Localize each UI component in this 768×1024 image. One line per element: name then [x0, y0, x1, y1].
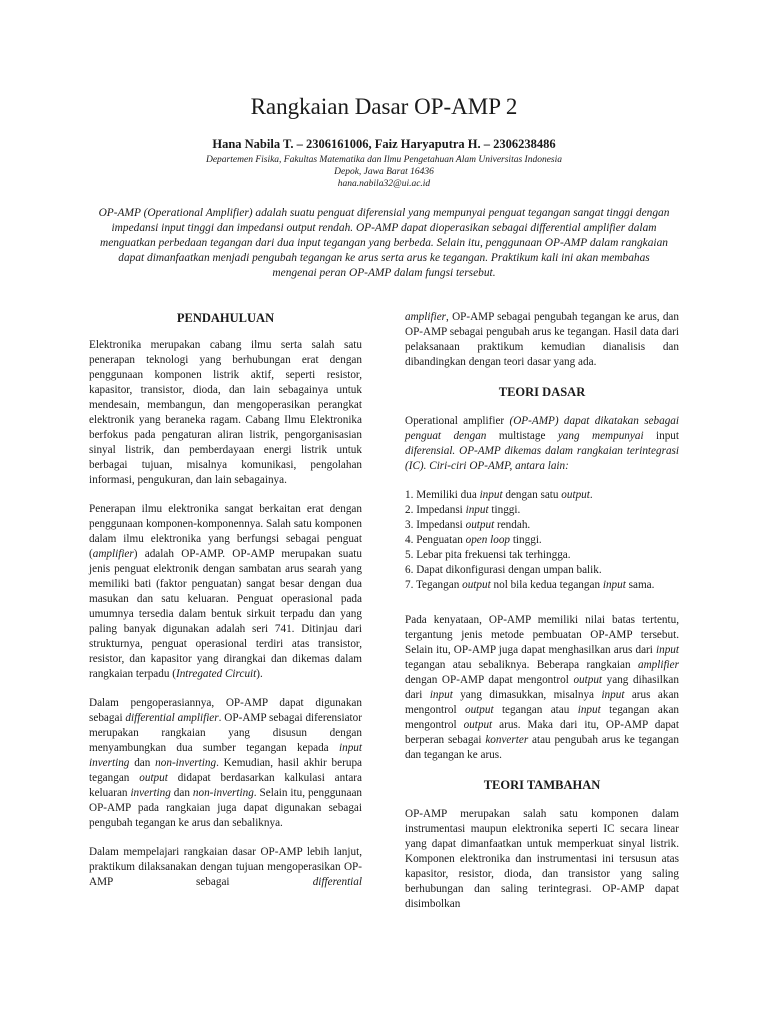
pendahuluan-paragraph-4-end: amplifier, OP-AMP sebagai pengubah tegangan ke arus, dan OP-AMP sebagai pengubah arus ke tegangan. Hasil data dari pelaksanaan praktikum kemudian dianalisis dan dibandingkan dengan teori dasar yang ada.	[405, 311, 679, 368]
left-column	[89, 310, 362, 904]
paper-title: Rangkaian Dasar OP-AMP 2	[250, 94, 518, 119]
teori-tambahan-paragraph-1: OP-AMP merupakan salah satu komponen dalam instrumentasi maupun elektronika seperti IC secara linear yang dapat dimanfaatkan untuk memperkuat sinyal listrik. Komponen elektronika dan instrumentasi ini tersusun atas kapasitor, resistor, dioda, dan transistor yang saling berhubungan dan saling terintegrasi. OP-AMP dapat disimbolkan	[405, 808, 679, 910]
section-heading-teori-dasar: TEORI DASAR	[498, 385, 586, 399]
pendahuluan-paragraph-2: Penerapan ilmu elektronika sangat berkaitan erat dengan penggunaan komponen-komponennya. Salah satu komponen dalam ilmu elektronika yang berfungsi sebagai penguat (amplifier) adalah OP-AMP. OP-AMP merupakan suatu jenis penguat elektronik dengan sambatan arus searah yang memiliki bati (faktor penguatan) sangat besar dengan dua masukan dan satu keluaran. Penguat operasional pada umumnya tersedia dalam bentuk sirkuit terpadu dan yang paling banyak digunakan adalah seri 741. Ditinjau dari strukturnya, penguat operasional terdiri atas transistor, resistor, dan kapasitor yang dirangkai dan dikemas dalam rangkaian terpadu (Intregated Circuit).	[89, 503, 362, 680]
teori-dasar-paragraph-1: Operational amplifier (OP-AMP) dapat dikatakan sebagai penguat dengan multistage yang mempunyai input diferensial. OP-AMP dikemas dalam rangkaian terintegrasi (IC). Ciri-ciri OP-AMP, antara lain:	[405, 415, 679, 472]
list-item: 7. Tegangan output nol bila kedua tegangan input sama.	[405, 579, 655, 591]
affiliation-address: Depok, Jawa Barat 16436	[334, 167, 434, 177]
list-item: 5. Lebar pita frekuensi tak terhingga.	[405, 549, 571, 561]
list-item: 4. Penguatan open loop tinggi.	[405, 534, 542, 546]
section-heading-pendahuluan: PENDAHULUAN	[176, 311, 275, 325]
paper-authors: Hana Nabila T. – 2306161006, Faiz Haryaputra H. – 2306238486	[212, 137, 556, 151]
list-item: 1. Memiliki dua input dengan satu output.	[405, 489, 593, 501]
teori-dasar-paragraph-2: Pada kenyataan, OP-AMP memiliki nilai batas tertentu, tergantung jenis metode pembuatan OP-AMP tersebut. Selain itu, OP-AMP juga dapat menghasilkan arus dari input tegangan atau sebaliknya. Beberapa rangkaian amplifier dengan OP-AMP dapat mengontrol output yang dihasilkan dari input yang dimasukkan, misalnya input arus akan mengontrol output tegangan atau input tegangan akan mengontrol output arus. Maka dari itu, OP-AMP dapat berperan sebagai konverter atau pengubah arus ke tegangan dan tegangan ke arus.	[405, 614, 680, 761]
affiliation-email: hana.nabila32@ui.ac.id	[337, 179, 431, 189]
right-column	[405, 310, 679, 926]
affiliation-department: Departemen Fisika, Fakultas Matematika dan Ilmu Pengetahuan Alam Universitas Indonesia	[205, 155, 562, 165]
op-amp-characteristics-list	[405, 488, 679, 593]
list-item: 3. Impedansi output rendah.	[405, 519, 531, 531]
pendahuluan-paragraph-1: Elektronika merupakan cabang ilmu serta salah satu penerapan teknologi yang berhubungan erat dengan penggunaan komponen listrik aktif, seperti resistor, kapasitor, transistor, dioda, dan lain sebagainya untuk mendesain, membangun, dan mengoperasikan perangkat elektronik yang beraneka ragam. Cabang Ilmu Elektronika berfokus pada pengaturan aliran listrik, pengorganisasian sinyal listrik, dan pemberdayaan energi listrik untuk berbagai tujuan, misalnya komunikasi, pengolahan informasi, pengukuran, dan lain sebagainya.	[89, 339, 362, 486]
section-heading-teori-tambahan: TEORI TAMBAHAN	[483, 778, 601, 792]
pendahuluan-paragraph-3: Dalam pengoperasiannya, OP-AMP dapat digunakan sebagai differential amplifier. OP-AMP sebagai diferensiator merupakan rangkaian yang disusun dengan menyambungkan dua sumber tegangan kepada input inverting dan non-inverting. Kemudian, hasil akhir berupa tegangan output didapat berdasarkan kalkulasi antara keluaran inverting dan non-inverting. Selain itu, penggunaan OP-AMP pada rangkaian juga dapat digunakan sebagai pengubah tegangan ke arus dan sebaliknya.	[89, 697, 363, 829]
pendahuluan-paragraph-4-start: Dalam mempelajari rangkaian dasar OP-AMP lebih lanjut, praktikum dilaksanakan dengan tujuan mengoperasikan OP-AMP sebagai differential	[89, 846, 362, 888]
list-item: 2. Impedansi input tinggi.	[405, 504, 521, 516]
abstract: OP-AMP (Operational Amplifier) adalah suatu penguat diferensial yang mempunyai penguat tegangan sangat tinggi dengan impedansi input tinggi dan impedansi output rendah. OP-AMP dapat dioperasikan sebagai differential amplifier dalam menguatkan perbedaan tegangan dari dua input tegangan yang berbeda. Selain itu, penggunaan OP-AMP dalam rangkaian dapat dimanfaatkan menjadi pengubah tegangan ke arus serta arus ke tegangan. Praktikum kali ini akan membahas mengenai peran OP-AMP dalam fungsi tersebut.	[98, 207, 670, 279]
list-item: 6. Dapat dikonfigurasi dengan umpan balik.	[405, 564, 602, 576]
